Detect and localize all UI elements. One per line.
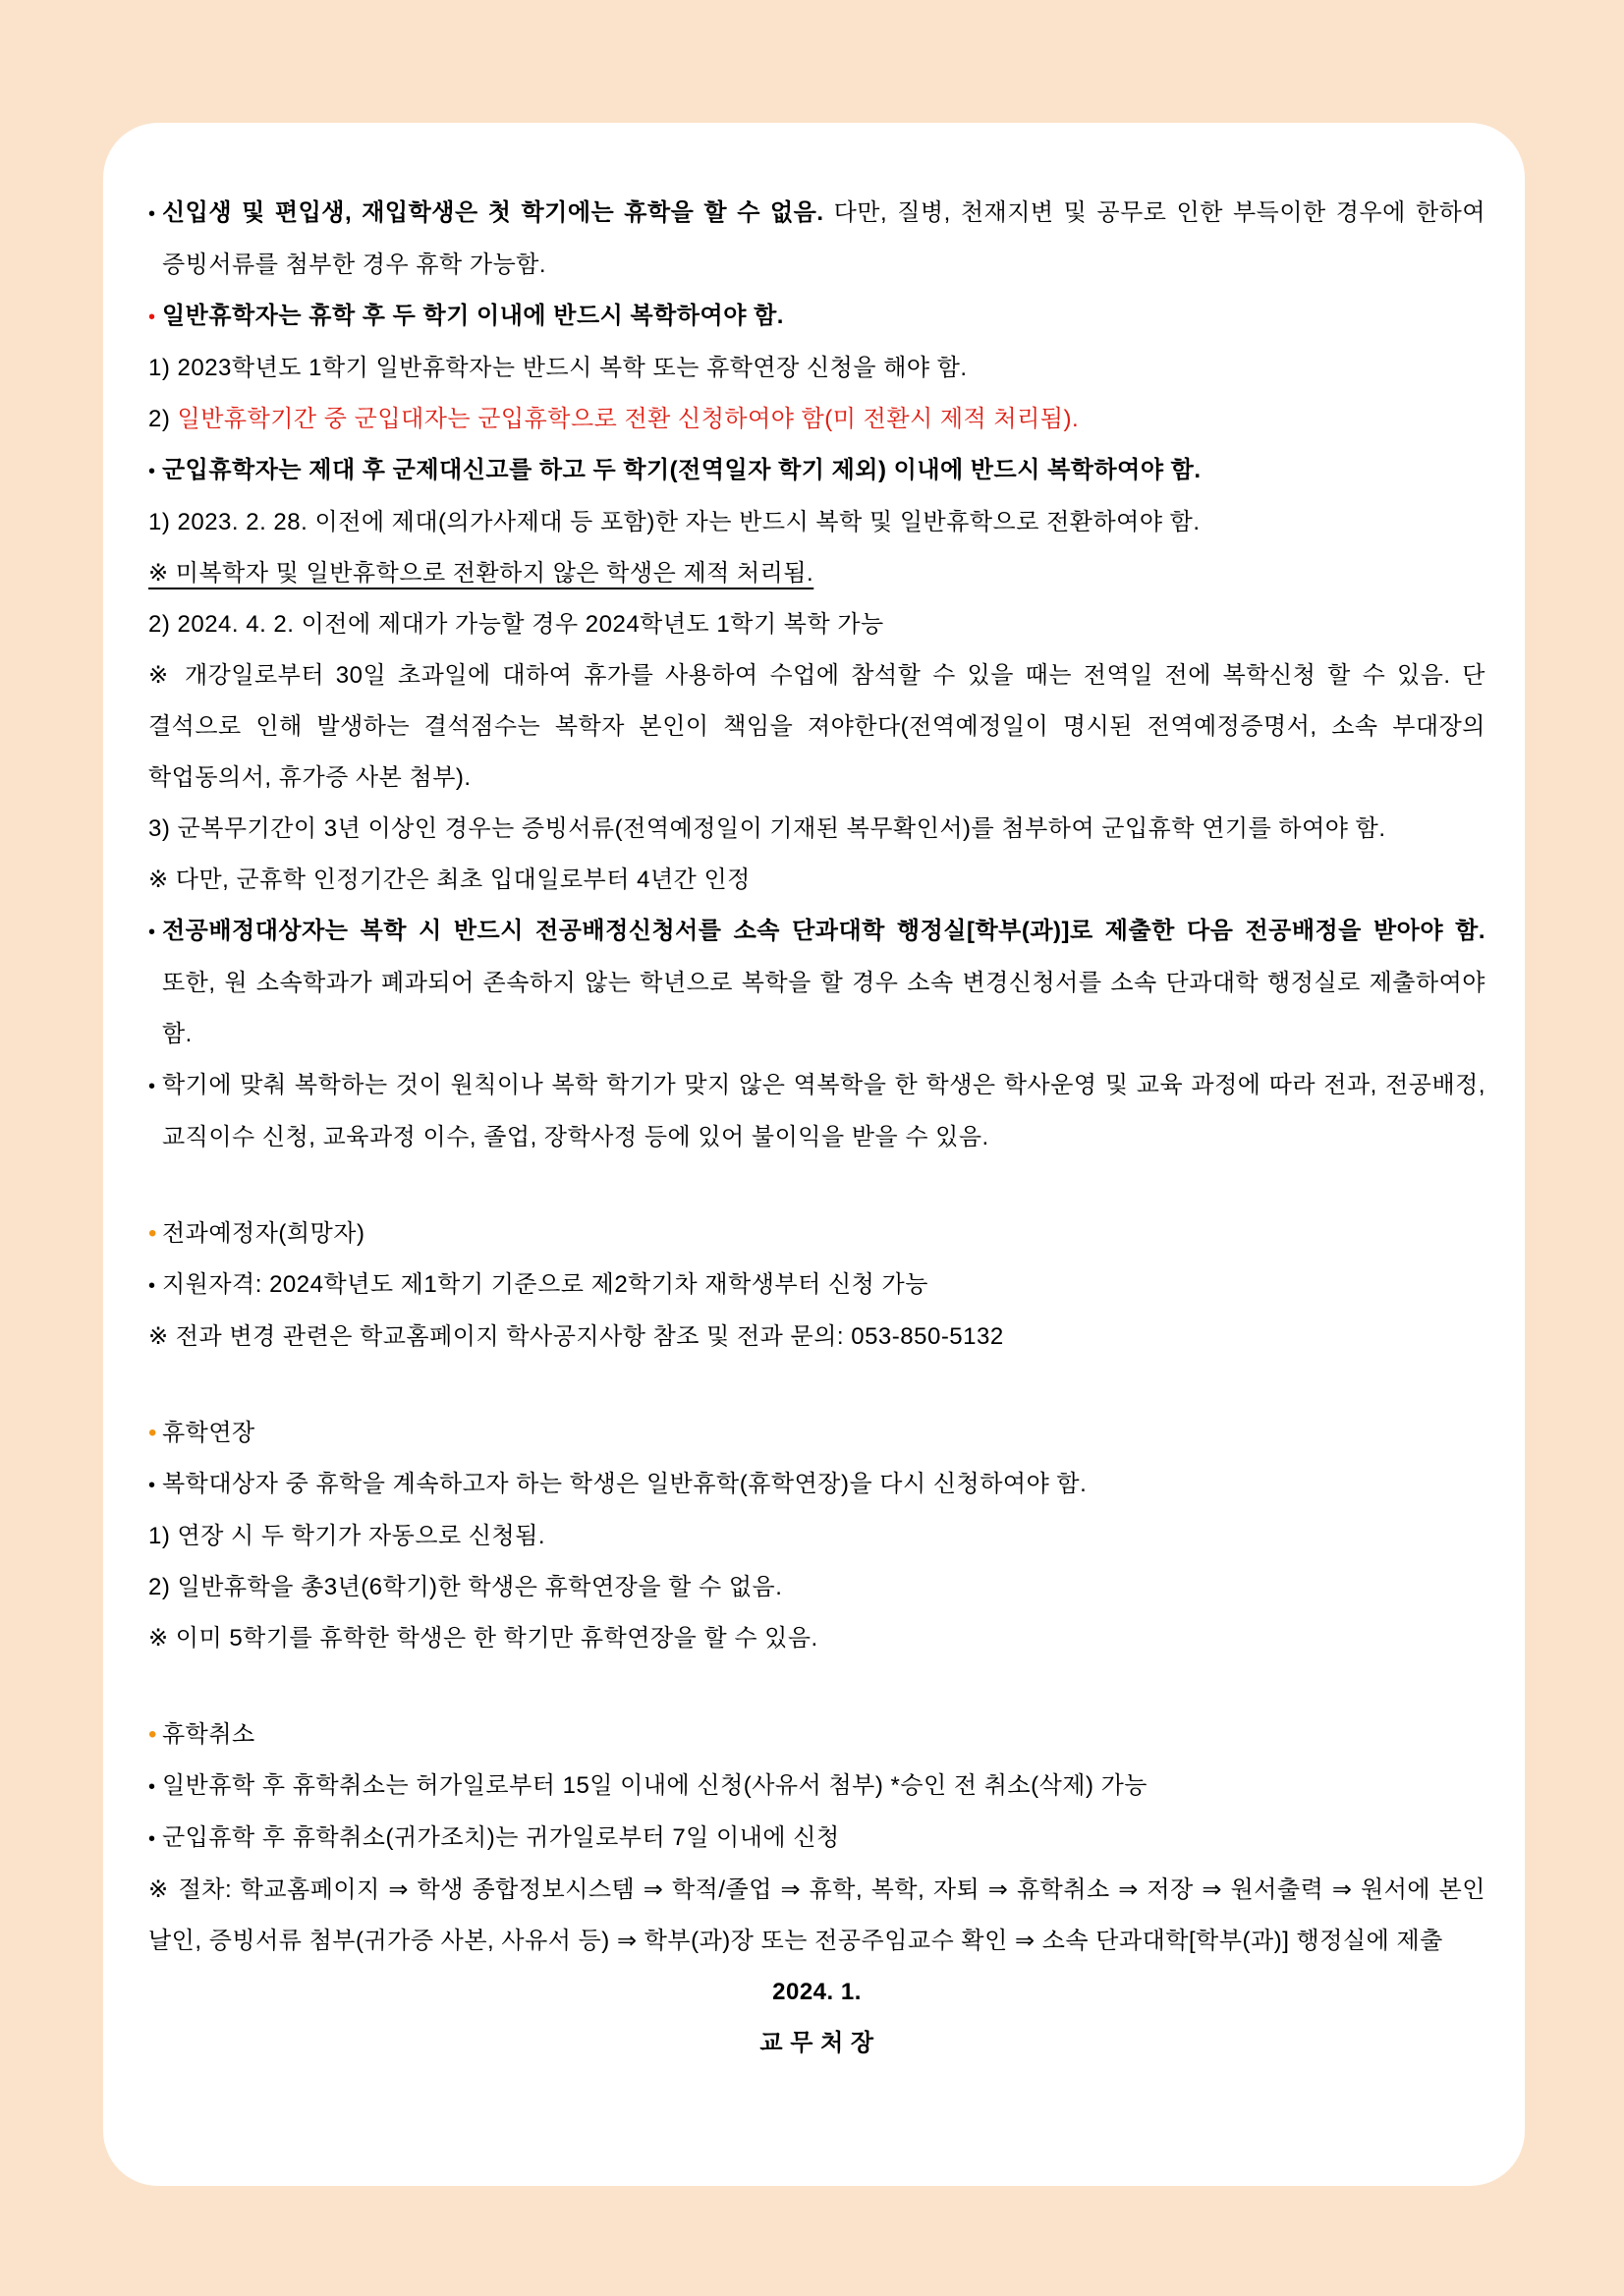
rule-freshman-rest: 다만, 질병, 천재지변 및 공무로 인한 부득이한 경우에 한하여 증빙서류를 첨부한 경우 휴학 가능함. bbox=[162, 199, 1485, 278]
orange-bullet-icon: • bbox=[148, 1220, 157, 1247]
footer-date: 2024. 1. bbox=[772, 1979, 862, 2005]
bullet-icon: • bbox=[148, 922, 156, 943]
rule-military-sub3-text: 3) 군복무기간이 3년 이상인 경우는 증빙서류(전역예정일이 기재된 복무확인서)를 첨부하여 군입휴학 연기를 하여야 함. bbox=[148, 815, 1386, 842]
rule-major-assignment bbox=[148, 906, 1485, 1060]
rule-general-sub1-text: 1) 2023학년도 1학기 일반휴학자는 반드시 복학 또는 휴학연장 신청을 해야 함. bbox=[148, 355, 968, 381]
footer-signature: 교 무 처 장 bbox=[759, 2030, 874, 2056]
cancel-item1-text: 일반휴학 후 휴학취소는 허가일로부터 15일 이내에 신청(사유서 첨부) *승인 전 취소(삭제) 가능 bbox=[162, 1772, 1148, 1799]
rule-military-sub1 bbox=[148, 497, 1485, 548]
rule-general-sub2 bbox=[148, 394, 1485, 445]
rule-freshman-bold: 신입생 및 편입생, 재입학생은 첫 학기에는 휴학을 할 수 없음. bbox=[162, 199, 824, 226]
transfer-note1 bbox=[148, 1312, 1485, 1363]
section-cancel-title-row bbox=[148, 1709, 1485, 1761]
bullet-icon: • bbox=[148, 461, 156, 482]
orange-bullet-icon: • bbox=[148, 1420, 157, 1446]
rule-major-assignment-bold: 전공배정대상자는 복학 시 반드시 전공배정신청서를 소속 단과대학 행정실[학부(과)]로 제출한 다음 전공배정을 받아야 함. bbox=[162, 918, 1485, 944]
rule-military-note2 bbox=[148, 650, 1485, 804]
extend-item1 bbox=[148, 1459, 1485, 1511]
section-transfer-title-row bbox=[148, 1208, 1485, 1260]
bullet-icon: • bbox=[148, 1828, 156, 1850]
extend-item1-text: 복학대상자 중 휴학을 계속하고자 하는 학생은 일반휴학(휴학연장)을 다시 신청하여야 함. bbox=[162, 1471, 1088, 1497]
transfer-note1-text: ※ 전과 변경 관련은 학교홈페이지 학사공지사항 참조 및 전과 문의: 053-850-5132 bbox=[148, 1323, 1004, 1350]
rule-general-leave bbox=[148, 291, 1485, 343]
rule-military-leave-bold: 군입휴학자는 제대 후 군제대신고를 하고 두 학기(전역일자 학기 제외) 이내에 반드시 복학하여야 함. bbox=[162, 457, 1202, 483]
rule-military-note3 bbox=[148, 855, 1485, 906]
notice-card bbox=[103, 123, 1525, 2186]
rule-military-sub2 bbox=[148, 599, 1485, 650]
section-extend bbox=[148, 1408, 1485, 1664]
extend-sub1 bbox=[148, 1511, 1485, 1562]
extend-sub1-text: 1) 연장 시 두 학기가 자동으로 신청됨. bbox=[148, 1523, 546, 1549]
rule-military-note3-text: ※ 다만, 군휴학 인정기간은 최초 입대일로부터 4년간 인정 bbox=[148, 867, 751, 893]
orange-bullet-icon: • bbox=[148, 1721, 157, 1748]
rule-military-note1-underlined: ※ 미복학자 및 일반휴학으로 전환하지 않은 학생은 제적 처리됨. bbox=[148, 560, 814, 587]
section-extend-title: 휴학연장 bbox=[162, 1420, 255, 1446]
bullet-icon: • bbox=[148, 1275, 156, 1297]
rule-general-leave-bold: 일반휴학자는 휴학 후 두 학기 이내에 반드시 복학하여야 함. bbox=[162, 303, 784, 329]
rule-general-sub2-warning: 일반휴학기간 중 군입대자는 군입휴학으로 전환 신청하여야 함(미 전환시 제적 처리됨). bbox=[177, 406, 1080, 432]
cancel-item1 bbox=[148, 1761, 1485, 1813]
bullet-icon: • bbox=[148, 1475, 156, 1496]
cancel-item2 bbox=[148, 1813, 1485, 1865]
rule-major-assignment-rest: 또한, 원 소속학과가 폐과되어 존속하지 않는 학년으로 복학을 할 경우 소속 변경신청서를 소속 단과대학 행정실로 제출하여야 함. bbox=[162, 970, 1485, 1047]
rule-military-sub3 bbox=[148, 804, 1485, 855]
extend-note1 bbox=[148, 1613, 1485, 1664]
rule-freshman bbox=[148, 188, 1485, 291]
rule-military-sub2-text: 2) 2024. 4. 2. 이전에 제대가 가능할 경우 2024학년도 1학기 복학 가능 bbox=[148, 611, 884, 638]
rule-military-note1 bbox=[148, 548, 1485, 599]
extend-note1-text: ※ 이미 5학기를 휴학한 학생은 한 학기만 휴학연장을 할 수 있음. bbox=[148, 1625, 818, 1652]
red-bullet-icon: • bbox=[148, 307, 156, 328]
section-cancel bbox=[148, 1709, 1485, 1967]
bullet-icon: • bbox=[148, 1076, 156, 1097]
rule-military-leave bbox=[148, 445, 1485, 497]
transfer-item1-text: 지원자격: 2024학년도 제1학기 기준으로 제2학기차 재학생부터 신청 가능 bbox=[162, 1271, 928, 1298]
rule-general-sub2-number: 2) bbox=[148, 406, 178, 432]
rule-military-sub1-text: 1) 2023. 2. 28. 이전에 제대(의가사제대 등 포함)한 자는 반드시 복학 및 일반휴학으로 전환하여야 함. bbox=[148, 509, 1201, 535]
extend-sub2 bbox=[148, 1562, 1485, 1613]
section-cancel-title: 휴학취소 bbox=[162, 1721, 255, 1748]
rule-semester-return-text: 학기에 맞춰 복학하는 것이 원칙이나 복학 학기가 맞지 않은 역복학을 한 학생은 학사운영 및 교육 과정에 따라 전과, 전공배정, 교직이수 신청, 교육과정 이수, 졸업, 장학사정 등에 있어 불이익을 받을 수 있음. bbox=[162, 1072, 1485, 1150]
cancel-item2-text: 군입휴학 후 휴학취소(귀가조치)는 귀가일로부터 7일 이내에 신청 bbox=[162, 1824, 840, 1851]
cancel-note1-text: ※ 절차: 학교홈페이지 ⇒ 학생 종합정보시스템 ⇒ 학적/졸업 ⇒ 휴학, 복학, 자퇴 ⇒ 휴학취소 ⇒ 저장 ⇒ 원서출력 ⇒ 원서에 본인 날인, 증빙서류 첨부(귀가증 사본, 사유서 등) ⇒ 학부(과)장 또는 전공주임교수 확인 ⇒ 소속 단과대학[학부(과)] 행정실에 제출 bbox=[148, 1876, 1485, 1954]
section-extend-title-row bbox=[148, 1408, 1485, 1459]
extend-sub2-text: 2) 일반휴학을 총3년(6학기)한 학생은 휴학연장을 할 수 없음. bbox=[148, 1574, 783, 1600]
rule-military-note2-text: ※ 개강일로부터 30일 초과일에 대하여 휴가를 사용하여 수업에 참석할 수 있을 때는 전역일 전에 복학신청 할 수 있음. 단 결석으로 인해 발생하는 결석점수는 복학자 본인이 책임을 져야한다(전역예정일이 명시된 전역예정증명서, 소속 부대장의 학업동의서, 휴가증 사본 첨부). bbox=[148, 662, 1485, 791]
bullet-icon: • bbox=[148, 203, 156, 225]
rule-general-sub1 bbox=[148, 343, 1485, 394]
section-transfer bbox=[148, 1208, 1485, 1363]
rule-semester-return bbox=[148, 1060, 1485, 1163]
bullet-icon: • bbox=[148, 1776, 156, 1798]
cancel-note1 bbox=[148, 1865, 1485, 1967]
transfer-item1 bbox=[148, 1260, 1485, 1312]
section-transfer-title: 전과예정자(희망자) bbox=[162, 1220, 365, 1247]
